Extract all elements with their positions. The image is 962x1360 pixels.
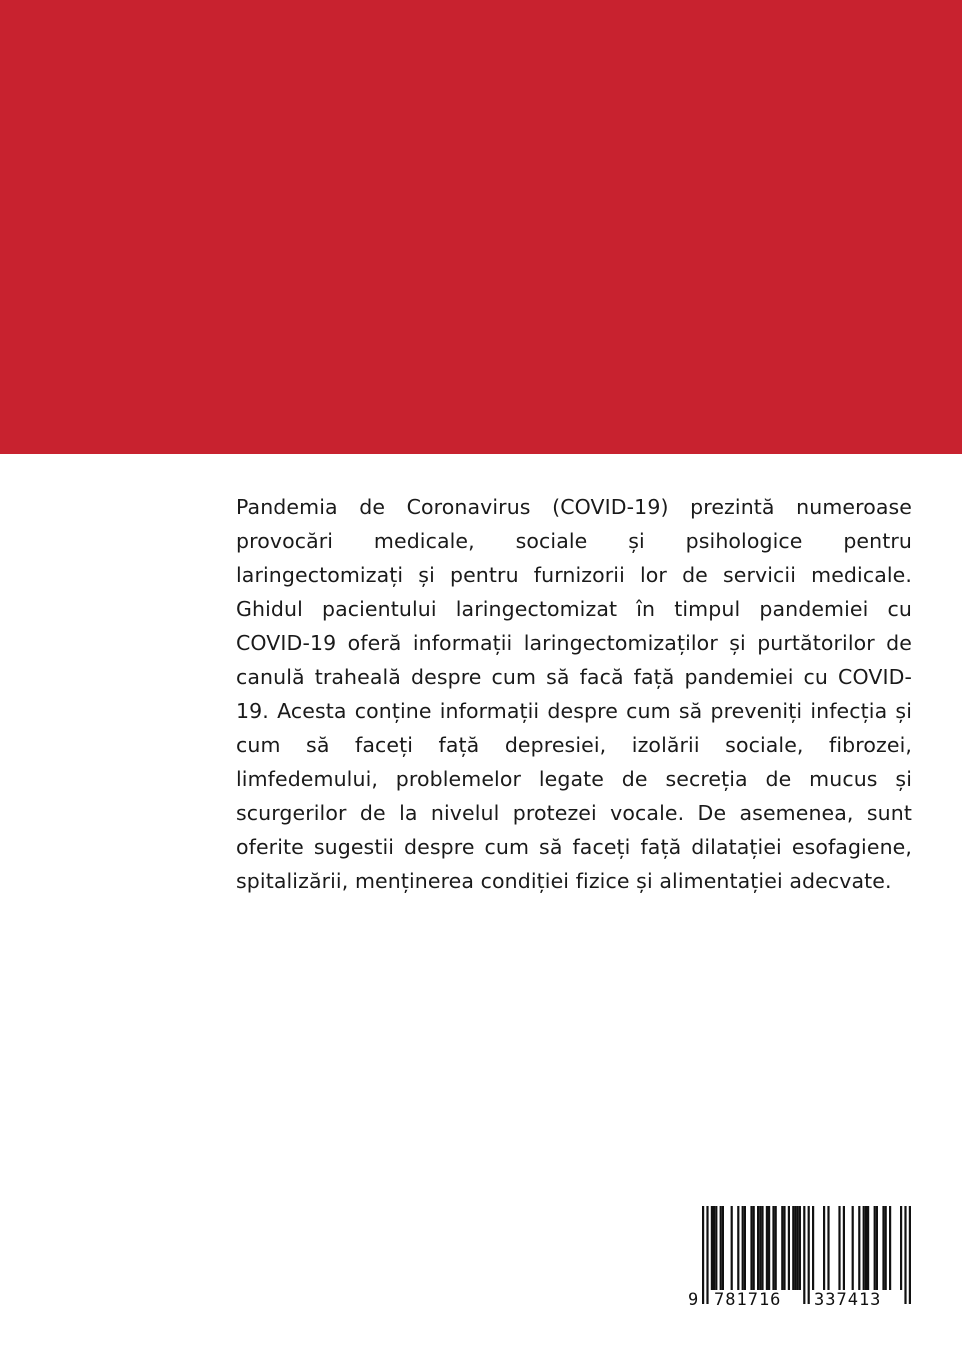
barcode-bar	[766, 1206, 768, 1290]
barcode-bar	[858, 1206, 860, 1290]
barcode-bar	[713, 1206, 715, 1290]
barcode-bar	[874, 1206, 876, 1290]
barcode-bar	[753, 1206, 755, 1290]
barcode-bar	[863, 1206, 865, 1290]
barcode-bar	[794, 1206, 796, 1290]
barcode-digits	[684, 1290, 914, 1314]
barcode-bar	[715, 1206, 717, 1290]
barcode-bar	[750, 1206, 752, 1290]
barcode-bar	[827, 1206, 829, 1290]
barcode-bars	[684, 1204, 914, 1304]
barcode-bar	[783, 1206, 785, 1290]
barcode-bar	[775, 1206, 777, 1290]
barcode-bar	[823, 1206, 825, 1290]
barcode-bar	[768, 1206, 770, 1290]
barcode-bar	[711, 1206, 713, 1290]
barcode-bar	[792, 1206, 794, 1290]
barcode-lead-digit: 9	[688, 1290, 699, 1310]
barcode-bar	[761, 1206, 763, 1290]
barcode-bar	[757, 1206, 759, 1290]
barcode-bar	[759, 1206, 761, 1290]
barcode-bar	[838, 1206, 840, 1290]
barcode-bar	[720, 1206, 722, 1290]
barcode-bar	[742, 1206, 744, 1290]
barcode-bar	[744, 1206, 746, 1290]
barcode-bar	[865, 1206, 867, 1290]
barcode-bar	[737, 1206, 739, 1290]
barcode-bar	[781, 1206, 783, 1290]
barcode-bar	[722, 1206, 724, 1290]
barcode-bar	[772, 1206, 774, 1290]
red-cover-band	[0, 0, 962, 454]
barcode-bar	[867, 1206, 869, 1290]
barcode-bar	[812, 1206, 814, 1290]
barcode-bar	[882, 1206, 884, 1290]
barcode-bar	[852, 1206, 854, 1290]
barcode-right-group: 337413	[814, 1290, 882, 1310]
isbn-barcode	[684, 1204, 914, 1316]
barcode-bar	[889, 1206, 891, 1290]
barcode-bar	[885, 1206, 887, 1290]
barcode-bar	[788, 1206, 790, 1290]
barcode-bar	[843, 1206, 845, 1290]
back-cover-description: Pandemia de Coronavirus (COVID-19) prezintă numeroase provocări medicale, sociale și psihologice pentru laringectomizați și pentru furnizorii lor de servicii medicale. Ghidul pacientului laringectomizat în timpul pandemiei cu COVID-19 oferă informații laringectomizaților și purtătorilor de canulă traheală despre cum să facă față pandemiei cu COVID-19. Acesta conține informații despre cum să preveniți infecția și cum să faceți față depresiei, izolării sociale, fibrozei, limfedemului, problemelor legate de secreția de mucus și scurgerilor de la nivelul protezei vocale. De asemenea, sunt oferite sugestii despre cum să faceți față dilatației esofagiene, spitalizării, menținerea condiției fizice și alimentației adecvate.	[236, 495, 912, 893]
barcode-bar	[900, 1206, 902, 1290]
barcode-bar	[731, 1206, 733, 1290]
barcode-bar	[799, 1206, 801, 1290]
barcode-bar	[797, 1206, 799, 1290]
barcode-bar	[876, 1206, 878, 1290]
barcode-left-group: 781716	[714, 1290, 782, 1310]
